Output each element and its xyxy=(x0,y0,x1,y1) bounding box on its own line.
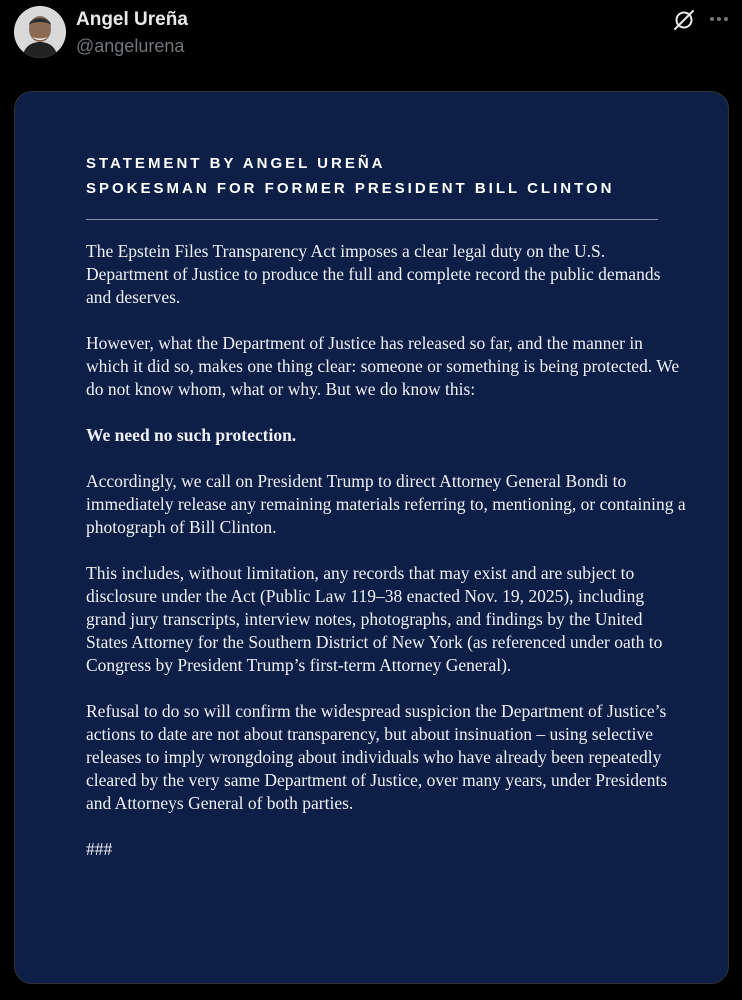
statement-paragraph: The Epstein Files Transparency Act imposes a clear legal duty on the U.S. Department of Justice to produce the full and complete record the public demands and deserves. xyxy=(86,241,661,307)
avatar[interactable] xyxy=(14,6,66,58)
statement-body xyxy=(86,240,686,884)
statement-paragraph-bold: We need no such protection. xyxy=(86,425,297,445)
statement-heading-line-2: SPOKESMAN FOR FORMER PRESIDENT BILL CLINTON xyxy=(86,180,615,197)
statement-paragraph: However, what the Department of Justice has released so far, and the manner in which it did so, makes one thing clear: someone or something is being protected. We do not know whom, what or why. But we do know this: xyxy=(86,333,680,399)
statement-heading-line-1: STATEMENT BY ANGEL UREÑA xyxy=(86,155,386,172)
heading-divider xyxy=(86,219,658,220)
statement-heading xyxy=(86,151,614,201)
statement-image[interactable] xyxy=(14,91,729,984)
statement-paragraph: Refusal to do so will confirm the widespread suspicion the Department of Justice’s actions to date are not about transparency, but about insinuation – using selective releases to imply wrongdoing about individuals who have already been repeatedly cleared by the very same Department of Justice, over many years, under Presidents and Attorneys General of both parties. xyxy=(86,701,668,813)
author-handle[interactable]: @angelurena xyxy=(76,36,185,56)
statement-end-mark: ### xyxy=(86,839,113,859)
statement-paragraph: This includes, without limitation, any records that may exist and are subject to disclosure under the Act (Public Law 119–38 enacted Nov. 19, 2025), including grand jury transcripts, interview notes, photographs, and findings by the United States Attorney for the Southern District of New York (as referenced under oath to Congress by President Trump’s first-term Attorney General). xyxy=(86,563,663,675)
grok-icon[interactable] xyxy=(672,8,696,32)
author-name[interactable]: Angel Ureña xyxy=(76,9,188,30)
more-options-icon[interactable] xyxy=(706,6,732,32)
post-header xyxy=(0,0,742,80)
avatar-image xyxy=(14,6,66,58)
statement-paragraph: Accordingly, we call on President Trump to direct Attorney General Bondi to immediately release any remaining materials referring to, mentioning, or containing a photograph of Bill Clinton. xyxy=(86,471,686,537)
